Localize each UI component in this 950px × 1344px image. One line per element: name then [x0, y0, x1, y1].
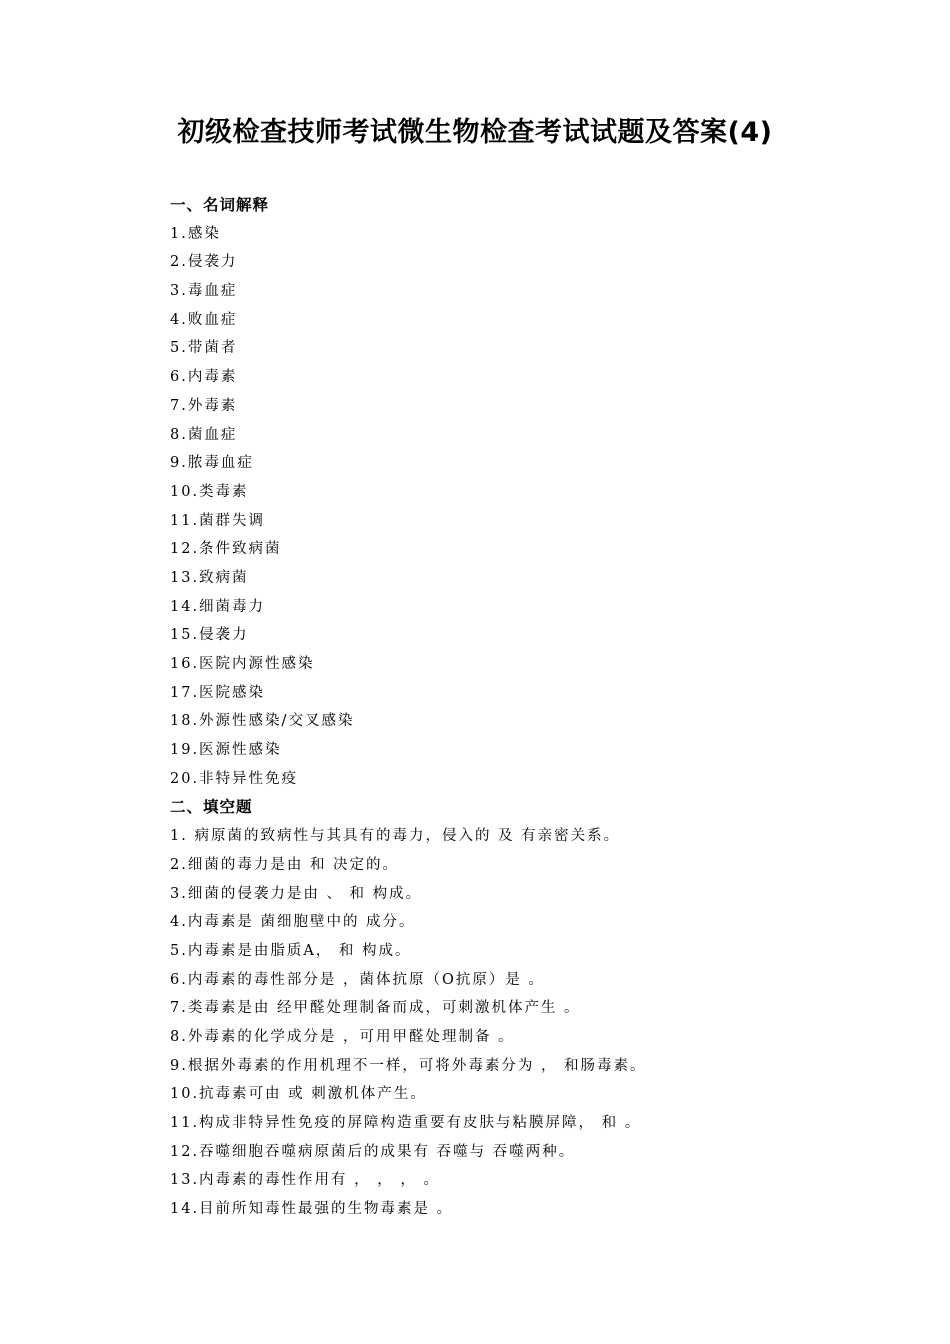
- list-item: 5.带菌者: [170, 340, 238, 357]
- list-item: 4.败血症: [170, 311, 238, 328]
- list-item: 10.类毒素: [170, 483, 249, 500]
- question-item: 3.细菌的侵袭力是由 、 和 构成。: [170, 885, 423, 902]
- list-item: 8.菌血症: [170, 426, 238, 443]
- question-item: 7.类毒素是由 经甲醛处理制备而成，可刺激机体产生 。: [170, 1000, 581, 1017]
- question-item: 11.构成非特异性免疫的屏障构造重要有皮肤与粘膜屏障， 和 。: [170, 1115, 642, 1131]
- question-item: 14.目前所知毒性最强的生物毒素是 。: [170, 1201, 454, 1218]
- question-item: 4.内毒素是 菌细胞壁中的 成分。: [170, 914, 416, 931]
- list-item: 12.条件致病菌: [170, 541, 282, 558]
- list-item: 1.感染: [170, 225, 221, 242]
- list-item: 11.菌群失调: [170, 512, 266, 529]
- list-item: 6.内毒素: [170, 369, 238, 386]
- section-heading-terms: 一、名词解释: [170, 196, 270, 214]
- question-item: 9.根据外毒素的作用机理不一样，可将外毒素分为 ， 和肠毒素。: [170, 1057, 647, 1074]
- question-item: 12.吞噬细胞吞噬病原菌后的成果有 吞噬与 吞噬两种。: [170, 1143, 576, 1160]
- document-title: 初级检查技师考试微生物检查考试试题及答案(4): [177, 117, 773, 148]
- section-heading-fill-in: 二、填空题: [170, 798, 253, 817]
- list-item: 19.医源性感染: [170, 742, 282, 759]
- list-item: 14.细菌毒力: [170, 598, 266, 615]
- list-item: 13.致病菌: [170, 569, 249, 586]
- list-item: 7.外毒素: [170, 397, 238, 414]
- document-body: [170, 191, 890, 1224]
- question-item: 10.抗毒素可由 或 刺激机体产生。: [170, 1086, 427, 1103]
- list-item: 15.侵袭力: [170, 627, 249, 644]
- list-item: 18.外源性感染/交叉感染: [170, 713, 355, 730]
- list-item: 17.医院感染: [170, 684, 266, 701]
- list-item: 9.脓毒血症: [170, 455, 254, 472]
- list-item: 2.侵袭力: [170, 254, 238, 271]
- question-item: 1. 病原菌的致病性与其具有的毒力，侵入的 及 有亲密关系。: [170, 828, 621, 845]
- question-item: 8.外毒素的化学成分是 ，可用甲醛处理制备 。: [170, 1028, 515, 1045]
- list-item: 3.毒血症: [170, 283, 238, 300]
- question-item: 5.内毒素是由脂质A， 和 构成。: [170, 942, 412, 959]
- list-item: 20.非特异性免疫: [170, 770, 299, 787]
- question-item: 2.细菌的毒力是由 和 决定的。: [170, 856, 400, 873]
- question-item: 6.内毒素的毒性部分是 ，菌体抗原（O抗原）是 。: [170, 971, 545, 988]
- list-item: 16.医院内源性感染: [170, 656, 315, 672]
- question-item: 13.内毒素的毒性作用有 ， ， ， 。: [170, 1172, 440, 1189]
